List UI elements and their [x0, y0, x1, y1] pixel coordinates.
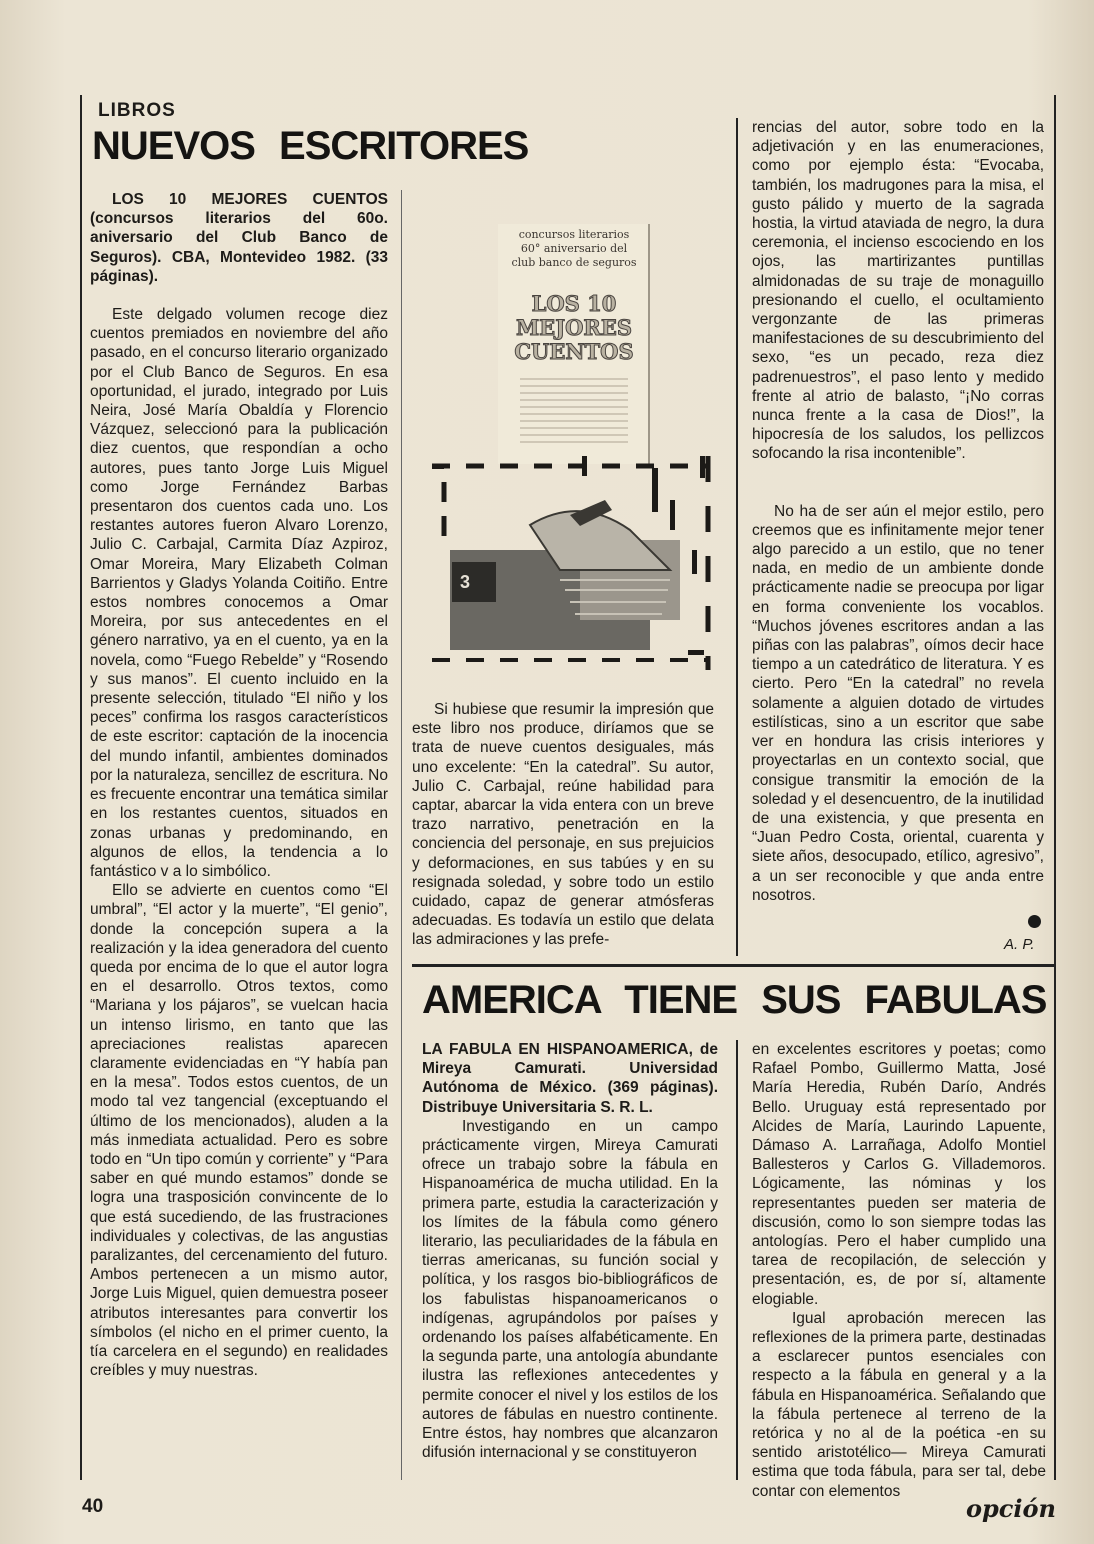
- review2-column-left: [422, 1040, 718, 1462]
- review1-paragraph-5: No ha de ser aún el mejor estilo, pero creemos que es infinitamente mejor tener algo parecido a un estilo, que no tener nada, en medio de un ambiente donde prácticamente nadie se preocupa por ligar en forma conveniente los vocablos. “Muchos jóvenes escritores andan a las piñas con las palabras”, oímos decir hace tiempo a un catedrático de literatura. Y es cierto. Pero “En la catedral” no revela solamente a alguien dotado de virtudes estilísticas, sino a un escritor que sabe ver en hondura las crisis interiores y proyectarlas en un contexto social, que consigue transmitir la emoción de la soledad y el desencuentro, de la inutilidad de una existencia, y que presenta en “Juan Pedro Costa, oriental, cuarenta y siete años, desocupado, etílico, agresivo”, a un ser reconocible y que anda entre nosotros.: [752, 502, 1044, 904]
- review1-paragraph-3: Si hubiese que resumir la impresión que este libro nos produce, diríamos que se trata de nueve cuentos desiguales, más uno excelente: “En la catedral”. Su autor, Julio C. Carbajal, reúne habilidad para captar, abarcar la vida entera con un breve trazo narrativo, penetración en la conciencia del personaje, en sus prejuicios y deformaciones, en sus tabúes y en su resignada soledad, y sobre todo un estilo cuidado, capaz de generar atmósferas adecuadas. Es todavía un estilo que delata las admiraciones y las prefe-: [412, 701, 714, 949]
- article-title: NUEVOS ESCRITORES: [92, 124, 529, 168]
- cover-line-1: concursos literarios: [518, 228, 630, 241]
- column-divider-left: [401, 190, 402, 1480]
- review2-paragraph-2: en excelentes escritores y poetas; como Rafael Pombo, Guillermo Matta, José María Heredia, Rubén Darío, Andrés Bello. Uruguay está representado por Alcides de María, Laurindo Lapuente, Dámaso A. Larrañaga, Adolfo Montiel Ballesteros y Carlos G. Villademoros. Lógicamente, las nóminas y los representantes pueden ser materia de discusión, como lo son siempre todas las antologías. Pero el haber cumplido una tarea de recopilación, de selección y presentación, es, de por sí, altamente elogiable.: [752, 1041, 1046, 1308]
- end-bullet-icon: [1028, 915, 1041, 928]
- review1-paragraph-4: rencias del autor, sobre todo en la adjetivación y en las enumeraciones, como por ejemplo ésta: “Evocaba, también, los madrugones para la misa, el gusto pálido y muerto de la sagrada hostia, la virtud ataviada de negro, la dura ceremonia, el incienso escociendo en los ojos, las martirizantes puntillas almidonadas de su traje de monaguillo presionando el cuello, el ocultamiento vergonzante de las primeras manifestaciones de su descubrimiento del sexo, “es un pecado, reza diez padrenuestros”, el paso lento y medido frente al atrio de balasto, “¡No corras nunca frente a la casa de Dios!”, la hipocresía de los saludos, los pellizcos sofocando la risa incontenible”.: [752, 119, 1044, 463]
- column-divider-lower-right: [736, 1040, 738, 1480]
- cover-illustration: [430, 210, 720, 685]
- cover-title-1: LOS 10: [531, 291, 617, 316]
- section-divider: [412, 964, 1056, 967]
- article2-title: AMERICA TIENE SUS FABULAS: [422, 978, 1047, 1022]
- review1-reference: LOS 10 MEJORES CUENTOS (concursos literarios del 60o. aniversario del Club Banco de Seguros). CBA, Montevideo 1982. (33 páginas).: [90, 191, 388, 285]
- cover-title-3: CUENTOS: [514, 339, 634, 364]
- review1-paragraph-2: Ello se advierte en cuentos como “El umbral”, “El actor y la muerte”, “El genio”, donde la concepción supera a la realización y la idea generadora del cuento queda por encima de lo que el autor logra en el desarrollo. Otros textos, como “Mariana y los pájaros”, se vuelcan hacia un intenso lirismo, en tanto que las apreciaciones realistas aparecen claramente evidenciadas en “Y había pan en la mesa”. Todos estos cuentos, de un modo tal vez tangencial (exceptuando el último de los mencionados), aluden a la más inmediata actualidad. Pero es sobre todo en “Un tipo común y corriente” y “Para saber en qué mundo estamos” donde se logra una trasposición convincente de lo que está sucediendo, de las frustraciones individuales y colectivas, de las angustias paralizantes, del cercenamiento del futuro. Ambos pertenecen a un mismo autor, Jorge Luis Miguel, quien demuestra poseer atributos interesantes para convertir los símbolos (el nicho en el primer cuento, la tía carcelera en el segundo) en realidades creíbles y muy nuestras.: [90, 882, 388, 1380]
- section-label: LIBROS: [98, 100, 176, 121]
- magazine-logo: opción: [966, 1494, 1056, 1523]
- review1-paragraph-1: Este delgado volumen recoge diez cuentos premiados en noviembre del año pasado, en el concurso literario organizado por el Club Banco de Seguros. En esa oportunidad, el jurado, integrado por Luis Neira, José María Obaldía y Florencio Vázquez, seleccionó para la publicación diez cuentos, que respondían a ocho autores, pues tanto Jorge Luis Miguel como Jorge Fernández Barbas presentaron dos cuentos cada uno. Los restantes autores fueron Alvaro Lorenzo, Julio C. Carbajal, Carmita Díaz Azpiroz, Omar Moreira, Mary Elizabeth Colman Barrientos y Gladys Yolanda Coitiño. Entre estos nombres conocemos a Omar Moreira, por sus antecedentes en el género narrativo, ya en el cuento, ya en la novela, como “Fuego Rebelde” y “Rosendo y sus manos”. El cuento incluido en la presente selección, titulado “El niño y los peces” confirma los rasgos característicos de este escritor: captación de la inocencia del mundo infantil, ambientes dominados por la naturaleza, sencillez de escritura. No es frecuente encontrar una temática similar en los restantes cuentos, situados en zonas urbanas y predominando, en algunos de ellos, la tendencia a lo fantástico v a lo simbólico.: [90, 306, 388, 880]
- review2-reference: LA FABULA EN HISPANOAMERICA, de Mireya Camurati. Universidad Autónoma de México. (369 páginas). Distribuye Universitaria S. R. L.: [422, 1041, 718, 1116]
- review1-column-right: [752, 118, 1044, 905]
- review2-paragraph-3: Igual aprobación merecen las reflexiones de la primera parte, destinadas a esclarecer puntos esenciales con respecto a la fábula en general y a la fábula en Hispanoamérica. Señalando que la fábula pertenece al terreno de la retórica y no al de la poética -en su sentido aristotélico— Mireya Camurati estima que toda fábula, para ser tal, debe contar con elementos: [752, 1309, 1046, 1500]
- review1-column-middle: [412, 700, 714, 950]
- book-cover-image: [430, 210, 720, 685]
- column-divider-upper-right: [736, 118, 738, 956]
- cover-number: 3: [460, 572, 471, 592]
- cover-title-2: MEJORES: [515, 315, 633, 340]
- review2-column-right: [752, 1040, 1046, 1501]
- review1-column-left: [90, 190, 388, 1380]
- cover-line-3: club banco de seguros: [511, 256, 637, 269]
- page-number: 40: [82, 1496, 104, 1517]
- review2-paragraph-1: Investigando en un campo prácticamente virgen, Mireya Camurati ofrece un trabajo sobre la fábula en Hispanoamérica de mucha utilidad. En la primera parte, estudia la caracterización y los límites de la fábula como género literario, las peculiaridades de la fábula en tierras americanas, su función social y política, y los rasgos bio-bibliográficos de los fabulistas hispanoamericanos o indígenas, agrupándolos por países y ordenando los países alfabéticamente. En la segunda parte, una antología abundante ilustra las reflexiones antecedentes y permite conocer el nivel y los estilos de los autores de fábulas en nuestro continente. Entre éstos, hay nombres que alcanzaron difusión internacional y se constituyeron: [422, 1117, 718, 1462]
- cover-line-2: 60° aniversario del: [520, 242, 628, 255]
- review1-signature: A. P.: [1004, 936, 1035, 953]
